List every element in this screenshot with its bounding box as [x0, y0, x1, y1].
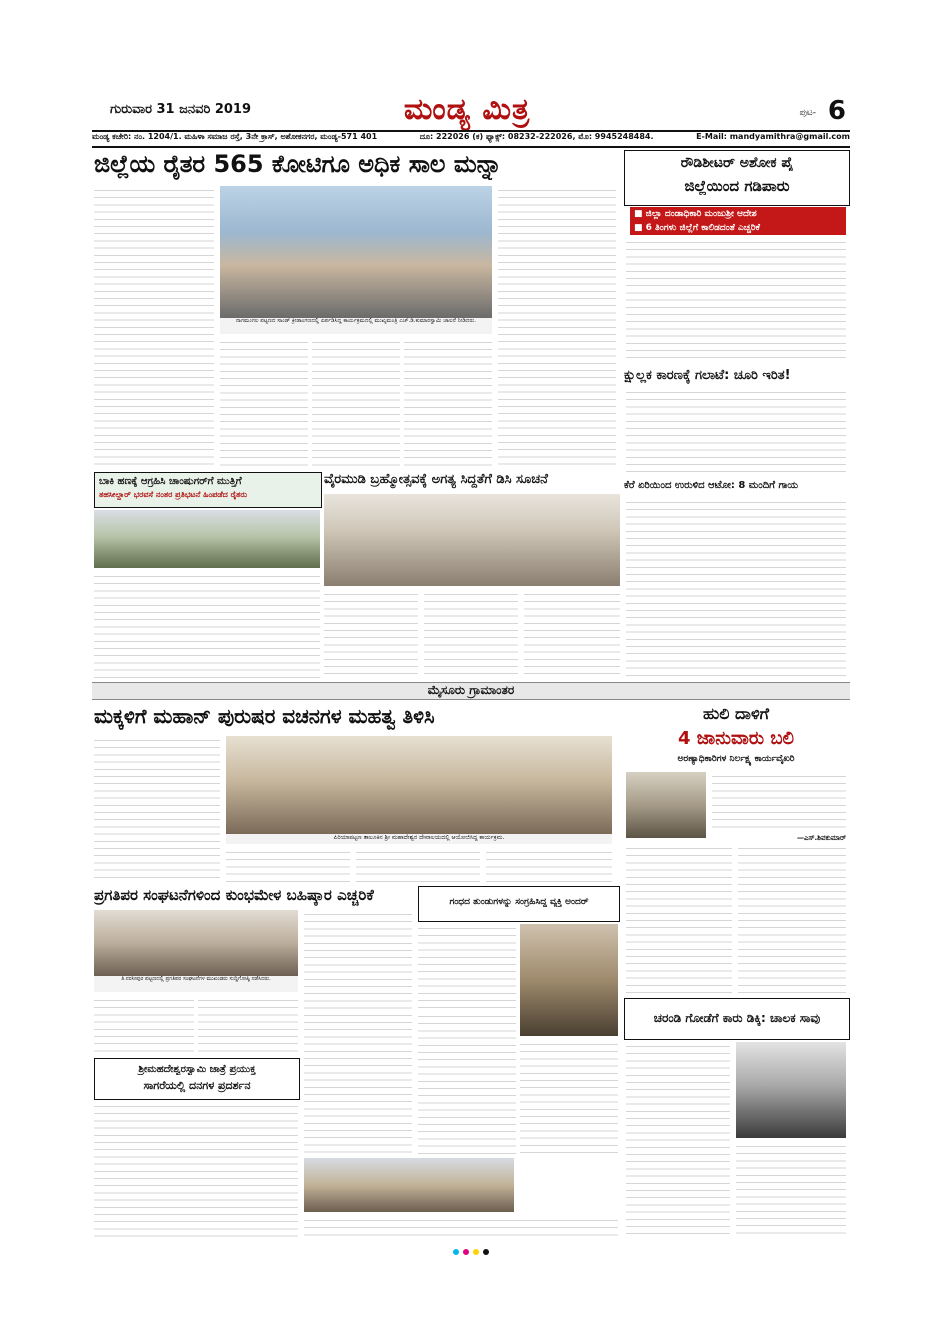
- vachana-photo: [226, 736, 612, 834]
- sandalwood-headline: ಗಂಧದ ತುಂಡುಗಳನ್ನು ಸಂಗ್ರಹಿಸಿದ್ದ ವ್ಯಕ್ತಿ ಅಂದರ್: [449, 897, 589, 907]
- office-phones: ದೂ: 222026 (ಕ) ಫ್ಯಾಕ್ಸ್: 08232-222026, ಮೊ: 9945248484.: [419, 132, 654, 141]
- car-accident-text-col-2: [736, 1142, 846, 1238]
- tiger-headline-1: ಹುಲಿ ದಾಳಿಗೆ: [703, 704, 769, 723]
- stabbing-text: [626, 388, 846, 476]
- registration-marks: [92, 1240, 850, 1248]
- rowdy-bullet-1: ■ ಜಿಲ್ಲಾ ದಂಡಾಧಿಕಾರಿ ಮಂಜುಶ್ರೀ ಆದೇಶ: [630, 207, 846, 221]
- yellow-mark: [473, 1249, 479, 1255]
- sandalwood-text-col-2: [418, 1012, 516, 1154]
- office-address: ಮಂಡ್ಯ ಕಚೇರಿ: ನಂ. 1204/1. ಮಹಿಳಾ ಸಮಾಜ ರಸ್ತೆ, 3ನೇ ಕ್ರಾಸ್, ಅಶೋಕನಗರ, ಮಂಡ್ಯ-571 401: [92, 132, 378, 141]
- protest-headline: ಬಾಕಿ ಹಣಕ್ಕೆ ಆಗ್ರಹಿಸಿ ಚಾಂಷುಗರ್‌ಗೆ ಮುತ್ತಿಗೆ: [99, 476, 242, 487]
- page-number: 6: [827, 96, 846, 126]
- protest-subhead: ತಹಸೀಲ್ದಾರ್ ಭರವಸೆ ನಂತರ ಪ್ರತಿಭಟನೆ ಹಿಂಪಡೆದ ರೈತರು: [99, 490, 248, 499]
- sandalwood-text-col-3: [520, 1040, 618, 1154]
- stabbing-headline: ಕ್ಷುಲ್ಲಕ ಕಾರಣಕ್ಕೆ ಗಲಾಟೆ: ಚೂರಿ ಇರಿತ!: [624, 368, 791, 383]
- rowdy-headline-1: ರೌಡಿಶೀಟರ್ ಅಶೋಕ ಪೈ: [680, 155, 794, 171]
- tiger-quote: [712, 772, 846, 832]
- rowdy-headline-box: [624, 150, 850, 206]
- mahadeshwara-headline-box: [94, 1058, 300, 1100]
- contact-strip: [92, 132, 850, 144]
- loan-waiver-headline: ಜಿಲ್ಲೆಯ ರೈತರ 565 ಕೋಟಿಗೂ ಅಧಿಕ ಸಾಲ ಮನ್ನಾ: [94, 150, 502, 178]
- vairamudi-text-col-3: [524, 590, 620, 678]
- auto-accident-text: [626, 498, 846, 676]
- car-accident-headline-box: [624, 998, 850, 1040]
- vachana-text-col-4: [486, 848, 612, 882]
- page-label: ಪುಟ-: [799, 108, 816, 118]
- tiger-text-col-1: [626, 844, 732, 994]
- mahadeshwara-photo: [304, 1158, 514, 1212]
- rowdy-headline-2: ಜಿಲ್ಲೆಯಿಂದ ಗಡಿಪಾರು: [684, 177, 790, 195]
- tiger-quote-author: —ಎಸ್.ಶಿವಕುಮಾರ್: [797, 834, 846, 842]
- magenta-mark: [463, 1249, 469, 1255]
- sandalwood-photo: [520, 924, 618, 1036]
- loan-waiver-text-col-1: [94, 186, 214, 466]
- loan-waiver-caption: ನಾಗಮಂಗಲ ಪಟ್ಟಣದ ಸಾಂಡ್ ಕ್ರೀಡಾಂಗಣದಲ್ಲಿ ಏರ್ಪಡಿಸಿದ್ದ ಕಾರ್ಯಕ್ರಮದಲ್ಲಿ ಮುಖ್ಯಮಂತ್ರಿ ಎಚ್.ಡಿ.ಕುಮಾರಸ್ವಾಮಿ ಚಾಲನೆ ನೀಡಿದರು.: [220, 318, 492, 334]
- kumbhamela-photo: [94, 910, 298, 976]
- rowdy-text: [626, 238, 846, 362]
- car-accident-text-col-1: [626, 1042, 730, 1238]
- kumbhamela-text-col-3: [304, 910, 412, 1154]
- car-accident-headline: ಚರಂಡಿ ಗೋಡೆಗೆ ಕಾರು ಡಿಕ್ಕಿ: ಚಾಲಕ ಸಾವು: [653, 1011, 821, 1025]
- auto-accident-headline: ಕೆರೆ ಏರಿಯಿಂದ ಉರುಳಿದ ಆಟೋ: 8 ಮಂದಿಗೆ ಗಾಯ: [624, 480, 799, 491]
- mahadeshwara-text-col-1: [94, 1102, 298, 1238]
- masthead-title: ಮಂಡ್ಯ ಮಿತ್ರ: [403, 92, 531, 127]
- vachana-text-col-1: [94, 736, 220, 882]
- protest-text: [94, 572, 320, 678]
- tiger-photo: [626, 772, 706, 838]
- vairamudi-text-col-1: [324, 590, 418, 678]
- loan-waiver-text-col-3: [312, 338, 400, 466]
- rowdy-bullet-2-text: 6 ತಿಂಗಳು ಜಿಲ್ಲೆಗೆ ಕಾಲಿಡದಂತೆ ಎಚ್ಚರಿಕೆ: [645, 223, 760, 233]
- vairamudi-text-col-2: [424, 590, 518, 678]
- tiger-text-col-2: [738, 844, 846, 994]
- sandalwood-headline-box: [418, 886, 620, 922]
- vairamudi-headline: ವೈರಮುಡಿ ಬ್ರಹ್ಮೋತ್ಸವಕ್ಕೆ ಅಗತ್ಯ ಸಿದ್ದತೆಗೆ ಡಿಸಿ ಸೂಚನೆ: [324, 472, 548, 487]
- section-bar-mysuru-rural: ಮೈಸೂರು ಗ್ರಾಮಾಂತರ: [92, 682, 850, 700]
- cyan-mark: [453, 1249, 459, 1255]
- loan-waiver-text-col-4: [404, 338, 492, 466]
- protest-headline-box: [94, 472, 322, 508]
- mahadeshwara-text-col-2: [304, 1216, 618, 1238]
- kumbhamela-text-col-2: [198, 996, 298, 1052]
- office-email: E-Mail: mandyamithra@gmail.com: [696, 132, 850, 141]
- tiger-subhead: ಅರಣ್ಯಾಧಿಕಾರಿಗಳ ನಿರ್ಲಕ್ಷ್ಯ ಕಾರ್ಯವೈಖರಿ: [677, 754, 795, 764]
- loan-waiver-photo: [220, 186, 492, 318]
- black-mark: [483, 1249, 489, 1255]
- newspaper-page: [92, 92, 850, 1248]
- mahadeshwara-headline-1: ಶ್ರೀಮಹದೇಶ್ವರಸ್ವಾಮಿ ಜಾತ್ರೆ ಪ್ರಯುಕ್ತ: [138, 1064, 256, 1075]
- kumbhamela-caption: ತಿ.ನರಸೀಪುರ ಪಟ್ಟಣದಲ್ಲಿ ಪ್ರಗತಿಪರ ಸಂಘಟನೆಗಳ ಮುಖಂಡರು ಸುದ್ದಿಗೋಷ್ಠಿ ನಡೆಸಿದರು.: [94, 976, 298, 992]
- tiger-headline-2: 4 ಜಾನುವಾರು ಬಲಿ: [677, 728, 795, 749]
- kumbhamela-headline: ಪ್ರಗತಿಪರ ಸಂಘಟನೆಗಳಿಂದ ಕುಂಭಮೇಳ ಬಹಿಷ್ಕಾರ ಎಚ್ಚರಿಕೆ: [94, 886, 374, 904]
- vachana-caption: ಪಿರಿಯಾಪಟ್ಟಣ ತಾಲೂಕಿನ ಶ್ರೀ ಮಹಾದೇಶ್ವರ ದೇವಾಲಯದಲ್ಲಿ ಆಯೋಜಿಸಿದ್ದ ಕಾರ್ಯಕ್ರಮ.: [226, 834, 612, 844]
- loan-waiver-text-col-2: [220, 338, 308, 466]
- rowdy-bullet-1-text: ಜಿಲ್ಲಾ ದಂಡಾಧಿಕಾರಿ ಮಂಜುಶ್ರೀ ಆದೇಶ: [645, 209, 757, 219]
- car-accident-photo: [736, 1042, 846, 1138]
- contact-rule: [92, 146, 850, 148]
- vachana-headline: ಮಕ್ಕಳಿಗೆ ಮಹಾನ್ ಪುರುಷರ ವಚನಗಳ ಮಹತ್ವ ತಿಳಿಸಿ: [94, 704, 435, 728]
- issue-date: ಗುರುವಾರ 31 ಜನವರಿ 2019: [110, 102, 252, 117]
- protest-photo: [94, 510, 320, 568]
- sandalwood-text-col-1: [418, 924, 516, 1008]
- vairamudi-photo: [324, 494, 620, 586]
- rowdy-bullet-2: ■ 6 ತಿಂಗಳು ಜಿಲ್ಲೆಗೆ ಕಾಲಿಡದಂತೆ ಎಚ್ಚರಿಕೆ: [630, 221, 846, 235]
- mahadeshwara-headline-2: ಸಾಗರೆಯಲ್ಲಿ ದನಗಳ ಪ್ರದರ್ಶನ: [143, 1079, 251, 1092]
- vachana-text-col-2: [226, 848, 350, 882]
- vachana-text-col-3: [356, 848, 480, 882]
- kumbhamela-text-col-1: [94, 996, 194, 1052]
- loan-waiver-text-col-5: [498, 186, 616, 466]
